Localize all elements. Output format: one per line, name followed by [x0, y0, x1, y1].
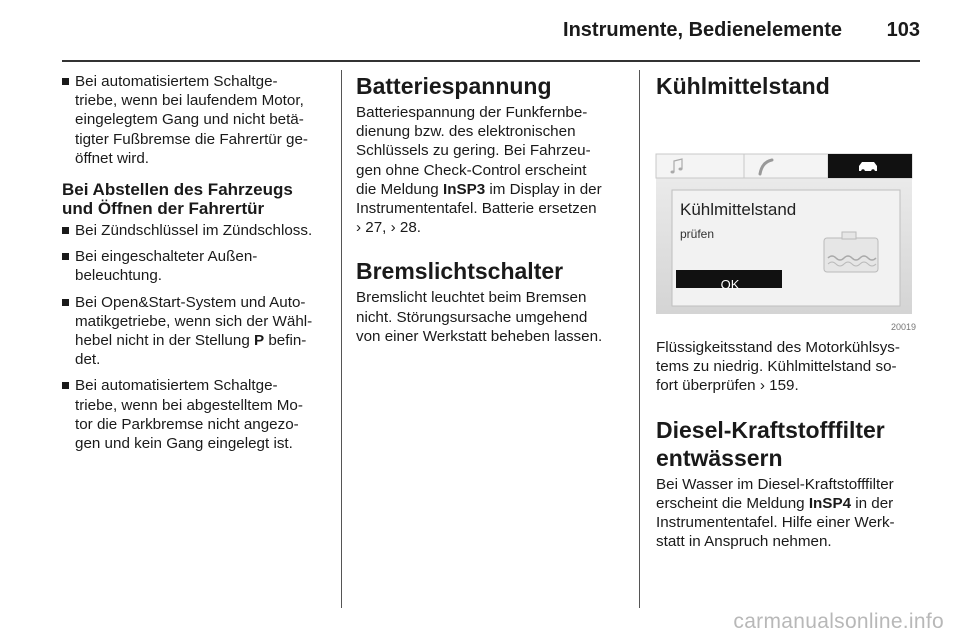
list-item: Bei eingeschalteter Außen- beleuchtung. [62, 247, 330, 285]
header-rule [62, 60, 920, 62]
heading-bremslichtschalter: Bremslichtschalter [356, 258, 564, 285]
ok-button: OK [720, 277, 740, 292]
paragraph: Bremslicht leuchtet beim Bremsen nicht. Störungsursache umgehend von einer Werkstatt beheben lassen. [356, 289, 603, 345]
heading-diesel-filter: Diesel-Kraftstofffilter entwässern [656, 416, 885, 471]
heading-kuehlmittelstand: Kühlmittelstand [656, 73, 830, 99]
watermark: carmanualsonline.info [733, 610, 944, 633]
display-illustration [654, 114, 918, 332]
column-right [656, 72, 924, 551]
column-left [62, 72, 330, 460]
paragraph: Bei Wasser im Diesel-Kraftstofffilter erscheint die Meldung InSP4 in der Instrumententafel. Hilfe einer Werk- statt in Anspruch nehmen. [656, 475, 895, 551]
list-item: Bei automatisiertem Schaltge- triebe, wenn bei abgestelltem Mo- tor die Parkbremse nicht angezo- gen und kein Gang eingelegt ist. [62, 376, 330, 453]
paragraph: Batteriespannung der Funkfernbe- dienung bzw. des elektronischen Schlüssels zu gering. Bei Fahrzeu- gen ohne Check-Control erscheint die Meldung InSP3 im Display in der Instrumententafel. Batterie ersetzen › 27, › 28. [356, 104, 602, 237]
column-middle [356, 72, 624, 346]
heading-batteriespannung: Batteriespannung [356, 73, 552, 99]
list-item: Bei Zündschlüssel im Zündschloss. [62, 221, 330, 240]
column-divider [639, 70, 640, 608]
coolant-tank-icon [824, 232, 878, 272]
page-number: 103 [886, 19, 920, 41]
page-header [0, 0, 960, 62]
display-message-title: Kühlmittelstand [680, 200, 797, 219]
figure-number: 20019 [890, 322, 916, 332]
display-frame [654, 114, 918, 332]
list-item: Bei Open&Start-System und Auto- matikgetriebe, wenn sich der Wähl- hebel nicht in der Stellung P befin- det. [62, 293, 330, 370]
subheading: Bei Abstellen des Fahrzeugs und Öffnen der Fahrertür [62, 180, 293, 219]
display-message-sub: prüfen [680, 227, 715, 241]
paragraph: Flüssigkeitsstand des Motorkühlsys- tems zu niedrig. Kühlmittelstand so- fort überprüfen › 159. [656, 339, 900, 395]
column-divider [341, 70, 342, 608]
section-title: Instrumente, Bedienelemente [563, 19, 842, 41]
list-item: Bei automatisiertem Schaltge- triebe, wenn bei laufendem Motor, eingelegtem Gang und nicht betä- tigter Fußbremse die Fahrertür ge- öffnet wird. [62, 72, 330, 168]
